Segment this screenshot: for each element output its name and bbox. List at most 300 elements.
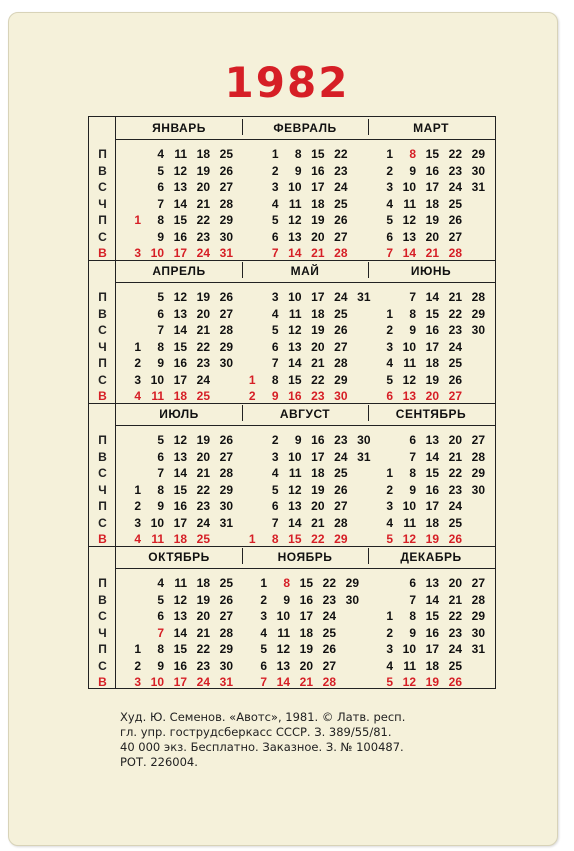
- month-divider: [242, 548, 243, 564]
- day-number: 20: [196, 449, 210, 464]
- day-number: 10: [288, 290, 302, 304]
- day-number: 9: [409, 625, 416, 640]
- day-number: 22: [196, 213, 210, 227]
- day-number: 17: [425, 499, 439, 513]
- quarter-row: [89, 260, 495, 403]
- day-number: 18: [425, 658, 439, 673]
- day-number: 19: [425, 213, 439, 227]
- day-number: 1: [386, 147, 393, 161]
- day-number: 14: [288, 246, 302, 260]
- day-number: 19: [196, 163, 210, 178]
- day-number: 24: [334, 290, 348, 304]
- day-number: 28: [471, 592, 485, 607]
- month-divider: [368, 119, 369, 135]
- day-number: 18: [196, 147, 210, 161]
- day-number: 22: [322, 576, 336, 590]
- day-number: 8: [283, 576, 290, 590]
- weekday-label: В: [98, 389, 107, 403]
- day-number: 21: [299, 675, 313, 689]
- day-number: 8: [271, 532, 279, 546]
- day-number: 1: [134, 213, 141, 227]
- day-number: 12: [402, 532, 416, 546]
- day-number: 27: [219, 449, 233, 464]
- day-number: 1: [134, 482, 141, 497]
- day-number: 18: [311, 196, 325, 211]
- weekday-column: [89, 403, 116, 546]
- month-name: ИЮНЬ: [410, 264, 452, 278]
- day-number: 19: [311, 482, 325, 497]
- weekday-column: [89, 546, 116, 689]
- day-number: 10: [402, 339, 416, 354]
- day-number: 23: [196, 356, 210, 370]
- day-number: 16: [425, 323, 439, 337]
- day-number: 17: [173, 246, 187, 260]
- day-number: 23: [448, 323, 462, 337]
- day-number: 15: [173, 213, 187, 227]
- day-number: 3: [134, 515, 141, 530]
- day-number: 7: [157, 625, 164, 640]
- day-number: 15: [173, 642, 187, 656]
- day-number: 8: [409, 466, 416, 480]
- day-number: 30: [219, 658, 233, 673]
- day-number: 28: [334, 356, 348, 370]
- day-number: 23: [448, 163, 462, 178]
- day-number: 11: [403, 658, 416, 673]
- day-number: 5: [271, 482, 279, 497]
- day-number: 13: [173, 609, 187, 623]
- day-number: 26: [219, 433, 233, 447]
- day-number: 30: [219, 356, 233, 370]
- weekday-label: П: [98, 213, 107, 227]
- day-number: 23: [196, 229, 210, 244]
- day-number: 24: [322, 609, 336, 623]
- day-number: 7: [409, 592, 416, 607]
- day-number: 16: [311, 163, 325, 178]
- day-number: 11: [403, 356, 416, 370]
- day-number: 24: [448, 499, 462, 513]
- day-number: 15: [425, 147, 439, 161]
- day-number: 16: [425, 163, 439, 178]
- day-number: 16: [173, 229, 187, 244]
- day-number: 20: [196, 180, 210, 194]
- day-number: 13: [173, 306, 187, 321]
- day-number: 2: [134, 356, 141, 370]
- day-number: 4: [271, 196, 279, 211]
- day-number: 16: [311, 433, 325, 447]
- day-number: 5: [157, 592, 164, 607]
- day-number: 26: [448, 372, 462, 387]
- day-number: 27: [219, 609, 233, 623]
- day-number: 1: [386, 609, 393, 623]
- day-number: 12: [173, 290, 187, 304]
- weekday-label: С: [98, 372, 107, 387]
- day-number: 16: [299, 592, 313, 607]
- day-number: 2: [260, 592, 267, 607]
- day-number: 2: [134, 499, 141, 513]
- weekday-label: С: [98, 180, 107, 194]
- day-number: 14: [402, 246, 416, 260]
- day-number: 21: [311, 515, 325, 530]
- day-number: 22: [448, 147, 462, 161]
- day-number: 28: [219, 625, 233, 640]
- day-number: 12: [173, 592, 187, 607]
- day-number: 30: [357, 433, 371, 447]
- day-number: 2: [271, 163, 279, 178]
- day-number: 9: [157, 658, 164, 673]
- day-number: 14: [425, 592, 439, 607]
- day-number: 26: [322, 642, 336, 656]
- month-divider: [368, 548, 369, 564]
- weekday-label: П: [98, 147, 107, 161]
- day-number: 1: [248, 532, 256, 546]
- day-number: 4: [386, 196, 393, 211]
- day-number: 15: [425, 306, 439, 321]
- day-number: 17: [311, 449, 325, 464]
- day-number: 9: [409, 163, 416, 178]
- day-number: 13: [288, 229, 302, 244]
- day-number: 3: [134, 675, 141, 689]
- day-number: 18: [311, 306, 325, 321]
- day-number: 19: [425, 675, 439, 689]
- day-number: 23: [322, 592, 336, 607]
- day-number: 27: [448, 229, 462, 244]
- day-number: 8: [294, 147, 302, 161]
- day-number: 24: [334, 180, 348, 194]
- day-number: 21: [448, 449, 462, 464]
- day-number: 7: [260, 675, 267, 689]
- day-number: 21: [196, 323, 210, 337]
- day-number: 23: [334, 433, 348, 447]
- day-number: 4: [157, 147, 164, 161]
- day-number: 29: [471, 147, 485, 161]
- day-number: 25: [334, 196, 348, 211]
- day-number: 20: [311, 499, 325, 513]
- day-number: 28: [471, 449, 485, 464]
- day-number: 13: [173, 449, 187, 464]
- day-number: 4: [157, 576, 164, 590]
- day-number: 1: [271, 147, 279, 161]
- day-number: 2: [386, 482, 393, 497]
- day-number: 26: [334, 213, 348, 227]
- day-number: 15: [173, 339, 187, 354]
- weekday-label: Ч: [98, 625, 107, 640]
- day-number: 18: [425, 356, 439, 370]
- day-number: 2: [248, 389, 256, 403]
- day-number: 10: [402, 180, 416, 194]
- day-number: 20: [196, 306, 210, 321]
- month-name: ФЕВРАЛЬ: [273, 121, 337, 135]
- day-number: 3: [271, 449, 279, 464]
- quarter-row: [89, 403, 495, 546]
- day-number: 28: [334, 246, 348, 260]
- day-number: 18: [425, 196, 439, 211]
- day-number: 26: [219, 163, 233, 178]
- day-number: 3: [386, 339, 393, 354]
- day-number: 26: [219, 290, 233, 304]
- day-number: 7: [271, 246, 279, 260]
- day-number: 16: [173, 658, 187, 673]
- day-number: 14: [173, 625, 187, 640]
- day-number: 22: [448, 466, 462, 480]
- day-number: 20: [425, 389, 439, 403]
- day-number: 5: [157, 163, 164, 178]
- day-number: 22: [448, 306, 462, 321]
- day-number: 6: [157, 306, 164, 321]
- day-number: 17: [425, 642, 439, 656]
- month-block: [368, 403, 494, 546]
- day-number: 25: [219, 576, 233, 590]
- month-block: [368, 546, 494, 689]
- month-block: [368, 117, 494, 260]
- day-number: 6: [157, 609, 164, 623]
- day-number: 15: [173, 482, 187, 497]
- day-number: 28: [334, 515, 348, 530]
- day-number: 17: [311, 290, 325, 304]
- day-number: 10: [150, 515, 164, 530]
- day-number: 29: [334, 532, 348, 546]
- day-number: 9: [283, 592, 290, 607]
- day-number: 12: [402, 213, 416, 227]
- day-number: 5: [260, 642, 267, 656]
- day-number: 7: [157, 466, 164, 480]
- day-number: 6: [260, 658, 267, 673]
- day-number: 10: [150, 675, 164, 689]
- day-number: 4: [386, 658, 393, 673]
- weekday-label: В: [98, 449, 107, 464]
- weekday-label: П: [98, 356, 107, 370]
- day-number: 16: [288, 389, 302, 403]
- day-number: 2: [386, 163, 393, 178]
- day-number: 27: [219, 180, 233, 194]
- day-number: 25: [448, 515, 462, 530]
- month-divider: [242, 405, 243, 421]
- day-number: 10: [288, 449, 302, 464]
- day-number: 5: [271, 323, 279, 337]
- day-number: 12: [173, 163, 187, 178]
- quarter-row: [89, 546, 495, 689]
- day-number: 21: [448, 592, 462, 607]
- day-number: 22: [334, 147, 348, 161]
- day-number: 14: [425, 290, 439, 304]
- day-number: 10: [402, 642, 416, 656]
- day-number: 29: [471, 306, 485, 321]
- day-number: 8: [271, 372, 279, 387]
- day-number: 6: [157, 180, 164, 194]
- day-number: 24: [334, 449, 348, 464]
- day-number: 13: [425, 433, 439, 447]
- day-number: 17: [425, 180, 439, 194]
- day-number: 1: [386, 466, 393, 480]
- day-number: 25: [448, 196, 462, 211]
- day-number: 16: [425, 625, 439, 640]
- weekday-label: В: [98, 675, 107, 689]
- weekday-label: Ч: [98, 339, 107, 354]
- day-number: 9: [157, 356, 164, 370]
- month-name: МАРТ: [413, 121, 449, 135]
- month-block: [116, 546, 242, 689]
- day-number: 18: [173, 532, 187, 546]
- day-number: 15: [299, 576, 313, 590]
- day-number: 31: [219, 515, 233, 530]
- day-number: 7: [157, 196, 164, 211]
- day-number: 3: [271, 180, 279, 194]
- weekday-label: П: [98, 576, 107, 590]
- day-number: 8: [409, 609, 416, 623]
- day-number: 6: [409, 576, 416, 590]
- day-number: 19: [299, 642, 313, 656]
- day-number: 28: [219, 323, 233, 337]
- imprint-line-4: РОТ. 226004.: [120, 755, 198, 769]
- weekday-label: С: [98, 323, 107, 337]
- month-block: [116, 117, 242, 260]
- day-number: 6: [386, 229, 393, 244]
- day-number: 29: [219, 482, 233, 497]
- day-number: 3: [134, 372, 141, 387]
- day-number: 15: [288, 372, 302, 387]
- day-number: 23: [196, 499, 210, 513]
- day-number: 23: [334, 163, 348, 178]
- day-number: 3: [386, 642, 393, 656]
- month-name: АПРЕЛЬ: [152, 264, 206, 278]
- day-number: 11: [151, 532, 164, 546]
- day-number: 4: [271, 306, 279, 321]
- day-number: 31: [219, 246, 233, 260]
- day-number: 26: [448, 532, 462, 546]
- day-number: 6: [271, 339, 279, 354]
- day-number: 6: [271, 499, 279, 513]
- day-number: 19: [425, 532, 439, 546]
- day-number: 10: [276, 609, 290, 623]
- day-number: 3: [134, 246, 141, 260]
- day-number: 25: [196, 389, 210, 403]
- day-number: 12: [288, 323, 302, 337]
- month-divider: [368, 405, 369, 421]
- day-number: 12: [402, 675, 416, 689]
- day-number: 30: [471, 163, 485, 178]
- day-number: 13: [276, 658, 290, 673]
- day-number: 31: [357, 290, 371, 304]
- day-number: 24: [196, 675, 210, 689]
- day-number: 2: [386, 323, 393, 337]
- year-title: 1982: [224, 58, 350, 107]
- day-number: 22: [448, 609, 462, 623]
- day-number: 17: [311, 180, 325, 194]
- day-number: 15: [425, 466, 439, 480]
- weekday-label: П: [98, 642, 107, 656]
- weekday-label: В: [98, 246, 107, 260]
- day-number: 11: [288, 196, 302, 211]
- day-number: 26: [448, 675, 462, 689]
- day-number: 17: [173, 372, 187, 387]
- day-number: 28: [322, 675, 336, 689]
- day-number: 11: [288, 466, 302, 480]
- day-number: 4: [134, 532, 141, 546]
- day-number: 26: [334, 323, 348, 337]
- day-number: 18: [299, 625, 313, 640]
- day-number: 8: [157, 482, 164, 497]
- month-name: ЯНВАРЬ: [152, 121, 206, 135]
- day-number: 12: [402, 372, 416, 387]
- day-number: 16: [425, 482, 439, 497]
- weekday-label: С: [98, 229, 107, 244]
- day-number: 1: [134, 642, 141, 656]
- day-number: 9: [409, 482, 416, 497]
- month-name: ИЮЛЬ: [159, 407, 199, 421]
- day-number: 13: [402, 229, 416, 244]
- day-number: 3: [271, 290, 279, 304]
- day-number: 17: [173, 515, 187, 530]
- day-number: 28: [471, 290, 485, 304]
- day-number: 13: [425, 576, 439, 590]
- month-divider: [242, 262, 243, 278]
- day-number: 5: [386, 213, 393, 227]
- day-number: 11: [174, 576, 187, 590]
- day-number: 17: [425, 339, 439, 354]
- day-number: 11: [151, 389, 164, 403]
- day-number: 20: [311, 229, 325, 244]
- day-number: 12: [173, 433, 187, 447]
- day-number: 6: [157, 449, 164, 464]
- day-number: 31: [219, 675, 233, 689]
- day-number: 23: [311, 389, 325, 403]
- day-number: 27: [471, 433, 485, 447]
- day-number: 27: [334, 229, 348, 244]
- day-number: 29: [471, 466, 485, 480]
- day-number: 26: [448, 213, 462, 227]
- day-number: 11: [288, 306, 302, 321]
- day-number: 27: [334, 339, 348, 354]
- weekday-column: [89, 117, 116, 260]
- day-number: 11: [277, 625, 290, 640]
- day-number: 6: [409, 433, 416, 447]
- day-number: 14: [173, 196, 187, 211]
- day-number: 23: [448, 625, 462, 640]
- day-number: 9: [157, 229, 164, 244]
- day-number: 20: [448, 433, 462, 447]
- month-divider: [368, 262, 369, 278]
- day-number: 7: [386, 246, 393, 260]
- day-number: 22: [311, 372, 325, 387]
- day-number: 10: [150, 372, 164, 387]
- day-number: 17: [173, 675, 187, 689]
- day-number: 24: [448, 339, 462, 354]
- day-number: 8: [409, 147, 416, 161]
- month-name: МАЙ: [290, 264, 320, 278]
- day-number: 19: [196, 433, 210, 447]
- day-number: 10: [150, 246, 164, 260]
- day-number: 25: [448, 658, 462, 673]
- day-number: 12: [288, 482, 302, 497]
- day-number: 21: [196, 196, 210, 211]
- weekday-column: [89, 260, 116, 403]
- day-number: 18: [196, 576, 210, 590]
- day-number: 29: [471, 609, 485, 623]
- day-number: 2: [134, 658, 141, 673]
- day-number: 19: [425, 372, 439, 387]
- day-number: 9: [271, 389, 279, 403]
- day-number: 25: [334, 466, 348, 480]
- day-number: 14: [276, 675, 290, 689]
- month-block: [242, 403, 371, 546]
- day-number: 11: [174, 147, 187, 161]
- imprint-line-2: гл. упр. гострудсберкасс СССР. З. 389/55/81.: [120, 725, 392, 739]
- day-number: 14: [425, 449, 439, 464]
- day-number: 14: [288, 356, 302, 370]
- day-number: 14: [173, 466, 187, 480]
- month-name: ОКТЯБРЬ: [148, 550, 210, 564]
- day-number: 10: [402, 499, 416, 513]
- day-number: 7: [271, 356, 279, 370]
